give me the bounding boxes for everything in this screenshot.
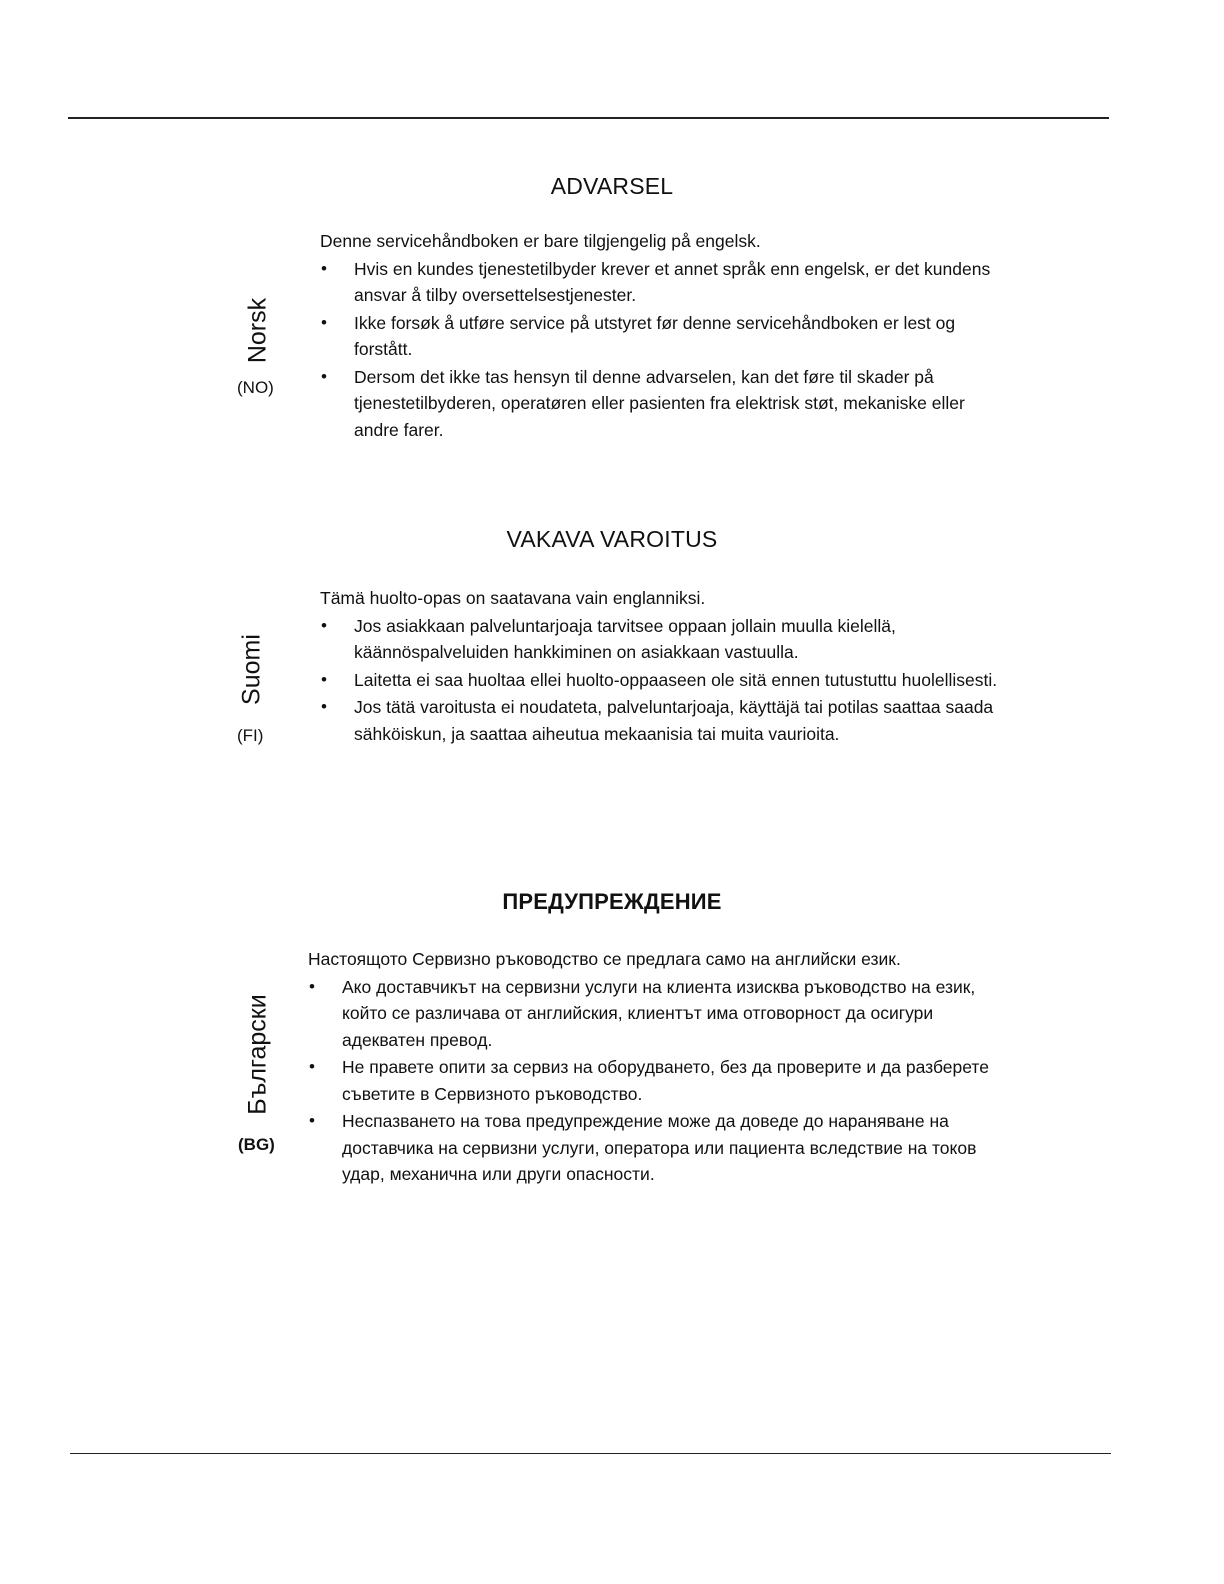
intro-text-bg: Настоящото Сервизно ръководство се предлага само на английски език. <box>308 949 901 969</box>
list-item: • Ikke forsøk å utføre service på utstyret før denne servicehåndboken er lest og forstått. <box>320 310 1010 363</box>
list-item: • Dersom det ikke tas hensyn til denne advarselen, kan det føre til skader på tjenestetilbyderen, operatøren eller pasienten fra elektrisk støt, mekaniske eller andre farer. <box>320 364 1010 444</box>
warning-body-fi <box>320 585 1010 747</box>
bullet-list-bg <box>308 974 1008 1188</box>
top-rule <box>68 117 1109 119</box>
bullet-icon: • <box>321 615 327 635</box>
language-label-bg: Български <box>243 994 272 1115</box>
language-code-bg: (BG) <box>238 1135 275 1154</box>
bullet-icon: • <box>321 312 327 332</box>
language-label-fi: Suomi <box>237 634 266 705</box>
bullet-icon: • <box>309 1111 315 1130</box>
list-item: • Не правете опити за сервиз на оборудването, без да проверите и да разберете съветите в Сервизното ръководство. <box>308 1054 1008 1107</box>
warning-heading-bg: ПРЕДУПРЕЖДЕНИЕ <box>502 889 722 914</box>
list-item: • Jos asiakkaan palveluntarjoaja tarvitsee oppaan jollain muulla kielellä, käännöspalveluiden hankkiminen on asiakkaan vastuulla. <box>320 613 1010 666</box>
language-code-no: (NO) <box>237 378 274 397</box>
warning-body-no <box>320 228 1010 443</box>
language-label-no: Norsk <box>243 297 272 364</box>
bullet-list-fi <box>320 613 1010 748</box>
bullet-icon: • <box>321 258 327 278</box>
bullet-icon: • <box>309 976 315 996</box>
list-item: • Ако доставчикът на сервизни услуги на клиента изисква ръководство на език, който се различава от английския, клиентът има отговорност да осигури адекватен превод. <box>308 974 1008 1054</box>
list-item: • Неспазването на това предупреждение може да доведе до нараняване на доставчика на сервизни услуги, оператора или пациента вследствие на токов удар, механична или други опасности. <box>308 1108 1008 1188</box>
warning-heading-no: ADVARSEL <box>550 173 674 199</box>
bullet-list-no <box>320 256 1010 444</box>
list-item: • Hvis en kundes tjenestetilbyder krever et annet språk enn engelsk, er det kundens ansvar å tilby oversettelsestjenester. <box>320 256 1010 309</box>
list-item: • Laitetta ei saa huoltaa ellei huolto-oppaaseen ole sitä ennen tutustuttu huolellisesti. <box>320 667 1010 694</box>
bullet-icon: • <box>321 697 327 716</box>
warning-body-bg <box>308 946 1008 1188</box>
list-item: • Jos tätä varoitusta ei noudateta, palveluntarjoaja, käyttäjä tai potilas saattaa saada sähköiskun, ja saattaa aiheutua mekaanisia tai muita vaurioita. <box>320 694 1010 747</box>
intro-text-no: Denne servicehåndboken er bare tilgjengelig på engelsk. <box>320 231 761 251</box>
language-code-fi: (FI) <box>237 726 264 745</box>
intro-text-fi: Tämä huolto-opas on saatavana vain englanniksi. <box>320 588 706 608</box>
bottom-rule <box>70 1453 1111 1454</box>
warning-heading-fi: VAKAVA VAROITUS <box>506 526 718 552</box>
bullet-icon: • <box>321 669 327 689</box>
bullet-icon: • <box>321 366 327 386</box>
bullet-icon: • <box>309 1057 315 1076</box>
